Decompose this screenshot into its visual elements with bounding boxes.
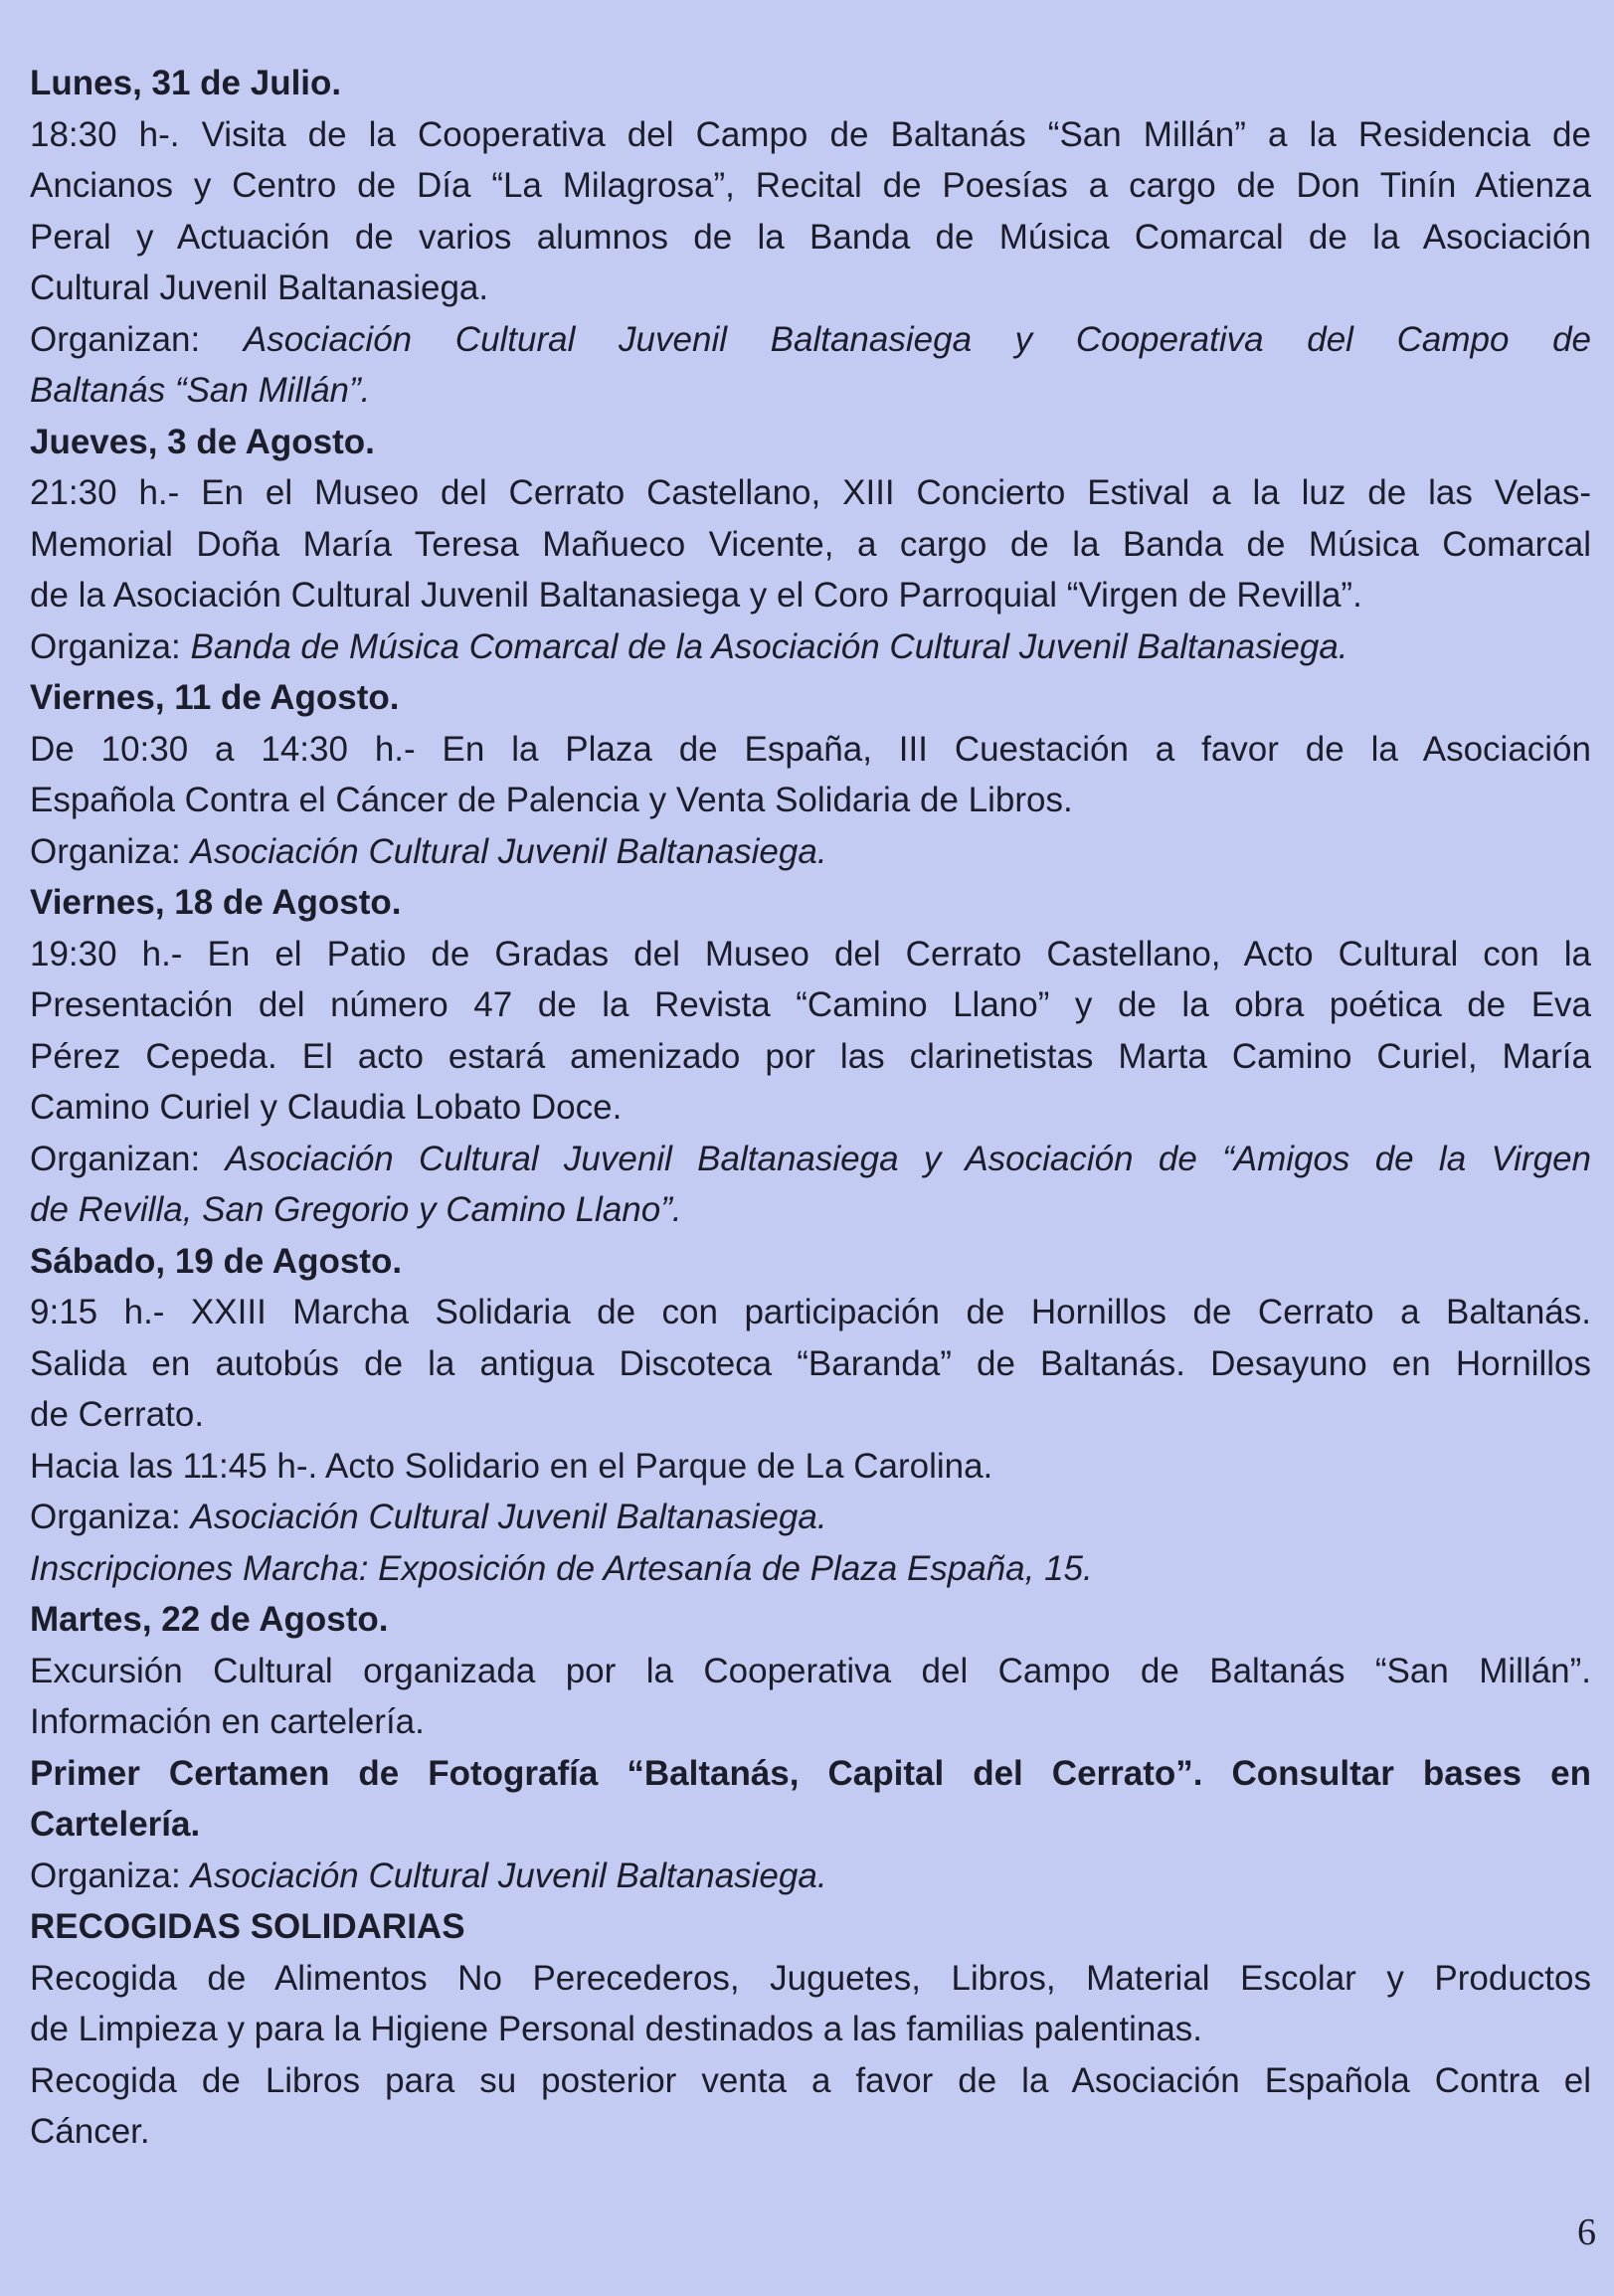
organizer-label: Organiza:	[30, 1498, 191, 1536]
organizer-label: Organizan:	[30, 319, 244, 359]
organizer-line	[30, 1851, 1591, 1902]
organizer-line	[30, 314, 1591, 366]
body-text-line: de Cerrato.	[30, 1395, 205, 1434]
body-text-line: Presentación del número 47 de la Revista “Camino Llano” y de la obra poética de Eva	[30, 985, 1591, 1024]
body-text-line: Española Contra el Cáncer de Palencia y Venta Solidaria de Libros.	[30, 781, 1073, 819]
body-text-line: Ancianos y Centro de Día “La Milagrosa”, Recital de Poesías a cargo de Don Tinín Atienza	[30, 166, 1591, 205]
organizer-label: Organiza:	[30, 626, 191, 666]
organizer-line	[30, 1492, 1591, 1543]
organizer-label: Organiza:	[30, 1855, 191, 1895]
body-text-line: Información en cartelería.	[30, 1702, 425, 1741]
body-text-line: 21:30 h.- En el Museo del Cerrato Castellano, XIII Concierto Estival a la luz de las Velas-	[30, 473, 1591, 512]
organizer-name: Asociación Cultural Juvenil Baltanasiega y Asociación de “Amigos de la Virgen	[225, 1139, 1592, 1178]
organizer-line	[30, 621, 1591, 673]
body-text-line: Peral y Actuación de varios alumnos de la Banda de Música Comarcal de la Asociación	[30, 217, 1591, 257]
organizer-label: Organiza:	[30, 831, 191, 871]
body-text-line: Recogida de Alimentos No Perecederos, Juguetes, Libros, Material Escolar y Productos	[30, 1958, 1591, 1998]
body-text-line: de la Asociación Cultural Juvenil Baltanasiega y el Coro Parroquial “Virgen de Revilla”.	[30, 576, 1362, 615]
body-text-line: Pérez Cepeda. El acto estará amenizado por las clarinetistas Marta Camino Curiel, María	[30, 1036, 1591, 1076]
organizer-name: Banda de Música Comarcal de la Asociación Cultural Juvenil Baltanasiega.	[190, 626, 1348, 666]
organizer-line	[30, 1134, 1591, 1185]
body-text-line: Recogida de Libros para su posterior venta a favor de la Asociación Española Contra el	[30, 2060, 1591, 2100]
body-text-line: Salida en autobús de la antigua Discoteca “Baranda” de Baltanás. Desayuno en Hornillos	[30, 1343, 1591, 1383]
body-text-line: Memorial Doña María Teresa Mañueco Vicente, a cargo de la Banda de Música Comarcal	[30, 524, 1591, 564]
organizer-name: Asociación Cultural Juvenil Baltanasiega.	[190, 1498, 827, 1536]
section-heading: Jueves, 3 de Agosto.	[30, 422, 375, 461]
organizer-line	[30, 826, 1591, 878]
body-text-line: Camino Curiel y Claudia Lobato Doce.	[30, 1088, 623, 1127]
body-text-line: Cultural Juvenil Baltanasiega.	[30, 268, 489, 307]
section-heading: Viernes, 18 de Agosto.	[30, 883, 402, 922]
organizer-name: Asociación Cultural Juvenil Baltanasiega.	[190, 1855, 827, 1895]
organizer-name: Asociación Cultural Juvenil Baltanasiega.	[190, 831, 827, 871]
section-heading: Lunes, 31 de Julio.	[30, 64, 342, 102]
section-heading: RECOGIDAS SOLIDARIAS	[30, 1907, 465, 1946]
document-body	[30, 58, 1591, 2158]
body-text-line: Hacia las 11:45 h-. Acto Solidario en el Parque de La Carolina.	[30, 1446, 993, 1486]
body-text-line: 19:30 h.- En el Patio de Gradas del Museo del Cerrato Castellano, Acto Cultural con la	[30, 934, 1591, 973]
organizer-label: Organizan:	[30, 1139, 226, 1178]
body-text-line: 9:15 h.- XXIII Marcha Solidaria de con participación de Hornillos de Cerrato a Baltanás.	[30, 1293, 1591, 1331]
section-heading: Sábado, 19 de Agosto.	[30, 1241, 403, 1281]
section-heading: Cartelería.	[30, 1805, 201, 1844]
body-text-line: Excursión Cultural organizada por la Cooperativa del Campo de Baltanás “San Millán”.	[30, 1651, 1591, 1690]
italic-text-line: Inscripciones Marcha: Exposición de Artesanía de Plaza España, 15.	[30, 1548, 1093, 1588]
body-text-line: 18:30 h-. Visita de la Cooperativa del Campo de Baltanás “San Millán” a la Residencia de	[30, 114, 1591, 154]
body-text-line: de Limpieza y para la Higiene Personal destinados a las familias palentinas.	[30, 2010, 1203, 2048]
page-number: 6	[1577, 2211, 1596, 2253]
body-text-line: De 10:30 a 14:30 h.- En la Plaza de España, III Cuestación a favor de la Asociación	[30, 729, 1591, 769]
italic-text-line: de Revilla, San Gregorio y Camino Llano”.	[30, 1190, 682, 1229]
section-heading: Martes, 22 de Agosto.	[30, 1600, 389, 1639]
body-text-line: Cáncer.	[30, 2112, 150, 2151]
section-heading: Viernes, 11 de Agosto.	[30, 678, 400, 717]
organizer-name: Asociación Cultural Juvenil Baltanasiega y Cooperativa del Campo de	[243, 319, 1592, 359]
italic-text-line: Baltanás “San Millán”.	[30, 371, 371, 410]
section-heading: Primer Certamen de Fotografía “Baltanás, Capital del Cerrato”. Consultar bases en	[30, 1753, 1591, 1793]
